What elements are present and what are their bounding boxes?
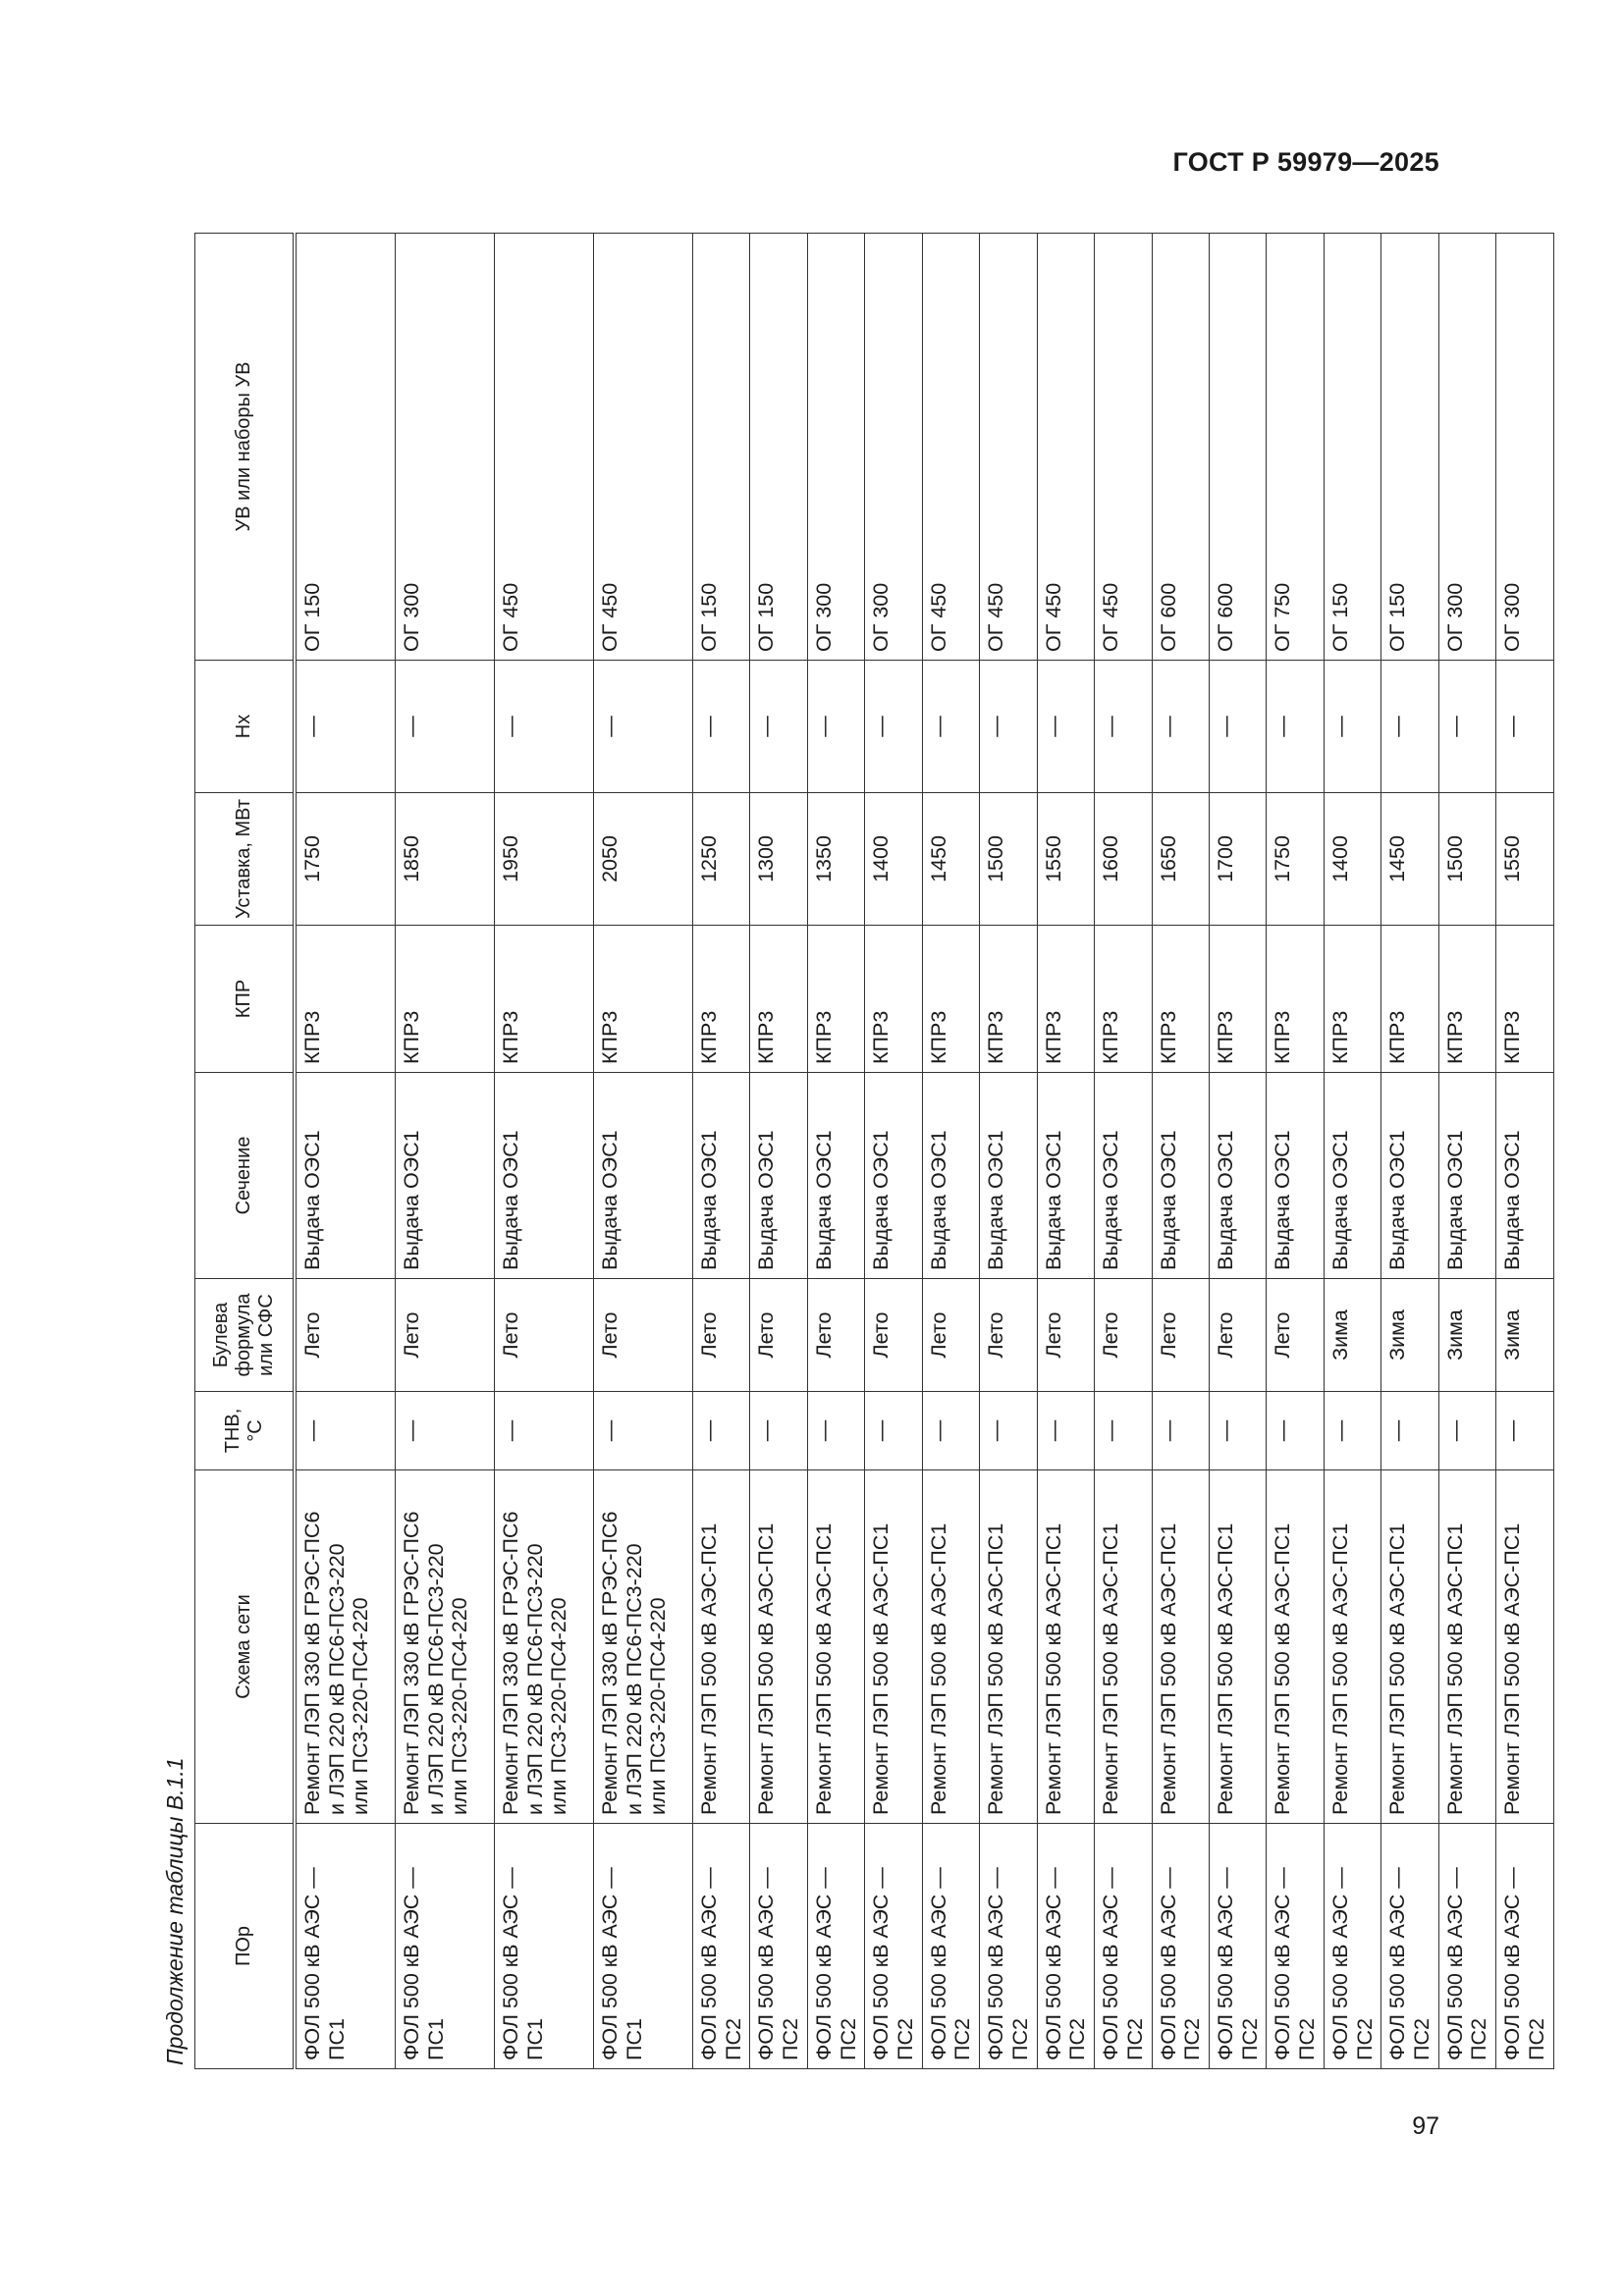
cell-por: ФОЛ 500 кВ АЭС — ПС1 [495,1824,594,2069]
table-row [1381,234,1438,2069]
cell-setpoint: 1250 [693,793,750,926]
cell-por: ФОЛ 500 кВ АЭС — ПС2 [1209,1824,1266,2069]
table-row [295,234,396,2069]
cell-tnv: — [980,1392,1037,1470]
cell-section: Выдача ОЭС1 [922,1073,979,1279]
cell-nx: — [1037,661,1094,793]
page-number: 97 [1412,2112,1439,2140]
cell-kpr: КПР3 [1152,926,1209,1073]
cell-scheme: Ремонт ЛЭП 500 кВ АЭС-ПС1 [1438,1470,1495,1824]
cell-formula: Лето [807,1279,864,1392]
table-row [495,234,594,2069]
document-header: ГОСТ Р 59979—2025 [1172,147,1439,177]
cell-uv: ОГ 450 [1037,234,1094,661]
table-row [1267,234,1324,2069]
cell-nx: — [1095,661,1152,793]
cell-por: ФОЛ 500 кВ АЭС — ПС2 [1496,1824,1553,2069]
cell-tnv: — [1267,1392,1324,1470]
cell-uv: ОГ 450 [594,234,693,661]
cell-uv: ОГ 450 [495,234,594,661]
cell-formula: Лето [980,1279,1037,1392]
cell-uv: ОГ 300 [807,234,864,661]
cell-kpr: КПР3 [1381,926,1438,1073]
cell-tnv: — [922,1392,979,1470]
cell-tnv: — [750,1392,807,1470]
cell-scheme: Ремонт ЛЭП 500 кВ АЭС-ПС1 [750,1470,807,1824]
cell-kpr: КПР3 [495,926,594,1073]
cell-uv: ОГ 600 [1152,234,1209,661]
cell-setpoint: 1950 [495,793,594,926]
cell-setpoint: 1450 [922,793,979,926]
cell-kpr: КПР3 [693,926,750,1073]
cell-section: Выдача ОЭС1 [693,1073,750,1279]
cell-setpoint: 2050 [594,793,693,926]
cell-kpr: КПР3 [750,926,807,1073]
header-col-formula: Булева формула или СФС [195,1279,296,1392]
cell-uv: ОГ 300 [1496,234,1553,661]
cell-nx: — [1267,661,1324,793]
cell-por: ФОЛ 500 кВ АЭС — ПС2 [865,1824,922,2069]
cell-tnv: — [495,1392,594,1470]
cell-tnv: — [1438,1392,1495,1470]
cell-tnv: — [396,1392,495,1470]
cell-scheme: Ремонт ЛЭП 500 кВ АЭС-ПС1 [807,1470,864,1824]
cell-por: ФОЛ 500 кВ АЭС — ПС2 [1324,1824,1380,2069]
cell-uv: ОГ 750 [1267,234,1324,661]
cell-nx: — [807,661,864,793]
cell-formula: Лето [1209,1279,1266,1392]
cell-setpoint: 1850 [396,793,495,926]
cell-kpr: КПР3 [396,926,495,1073]
cell-scheme: Ремонт ЛЭП 500 кВ АЭС-ПС1 [1324,1470,1380,1824]
cell-nx: — [1209,661,1266,793]
cell-nx: — [750,661,807,793]
cell-setpoint: 1750 [295,793,396,926]
table-row [1037,234,1094,2069]
cell-por: ФОЛ 500 кВ АЭС — ПС1 [396,1824,495,2069]
cell-formula: Лето [1037,1279,1094,1392]
cell-kpr: КПР3 [594,926,693,1073]
cell-scheme: Ремонт ЛЭП 500 кВ АЭС-ПС1 [1095,1470,1152,1824]
cell-scheme: Ремонт ЛЭП 330 кВ ГРЭС-ПС6 и ЛЭП 220 кВ ПС6-ПС3-220 или ПС3-220-ПС4-220 [495,1470,594,1824]
cell-section: Выдача ОЭС1 [495,1073,594,1279]
cell-formula: Лето [396,1279,495,1392]
table-row [865,234,922,2069]
cell-formula: Зима [1381,1279,1438,1392]
cell-tnv: — [1496,1392,1553,1470]
cell-tnv: — [1381,1392,1438,1470]
cell-section: Выдача ОЭС1 [1267,1073,1324,1279]
cell-kpr: КПР3 [980,926,1037,1073]
cell-nx: — [1152,661,1209,793]
header-col-scheme: Схема сети [195,1470,296,1824]
cell-tnv: — [1152,1392,1209,1470]
cell-formula: Зима [1496,1279,1553,1392]
cell-scheme: Ремонт ЛЭП 500 кВ АЭС-ПС1 [1037,1470,1094,1824]
cell-tnv: — [693,1392,750,1470]
header-col-nx: Нх [195,661,296,793]
cell-setpoint: 1550 [1037,793,1094,926]
cell-kpr: КПР3 [1037,926,1094,1073]
cell-formula: Лето [1152,1279,1209,1392]
cell-uv: ОГ 300 [865,234,922,661]
cell-por: ФОЛ 500 кВ АЭС — ПС1 [594,1824,693,2069]
cell-setpoint: 1500 [1438,793,1495,926]
table-row [922,234,979,2069]
data-table [194,233,1554,2069]
cell-section: Выдача ОЭС1 [980,1073,1037,1279]
table-row [396,234,495,2069]
cell-section: Выдача ОЭС1 [1152,1073,1209,1279]
cell-kpr: КПР3 [295,926,396,1073]
cell-kpr: КПР3 [1438,926,1495,1073]
cell-nx: — [1438,661,1495,793]
cell-kpr: КПР3 [807,926,864,1073]
cell-setpoint: 1550 [1496,793,1553,926]
cell-uv: ОГ 150 [1324,234,1380,661]
cell-scheme: Ремонт ЛЭП 330 кВ ГРЭС-ПС6 и ЛЭП 220 кВ ПС6-ПС3-220 или ПС3-220-ПС4-220 [295,1470,396,1824]
table-row [1438,234,1495,2069]
cell-formula: Лето [922,1279,979,1392]
cell-setpoint: 1450 [1381,793,1438,926]
cell-scheme: Ремонт ЛЭП 500 кВ АЭС-ПС1 [1496,1470,1553,1824]
cell-section: Выдача ОЭС1 [1037,1073,1094,1279]
cell-formula: Лето [495,1279,594,1392]
cell-section: Выдача ОЭС1 [1381,1073,1438,1279]
cell-nx: — [594,661,693,793]
header-col-kpr: КПР [195,926,296,1073]
cell-kpr: КПР3 [1095,926,1152,1073]
cell-setpoint: 1400 [865,793,922,926]
cell-section: Выдача ОЭС1 [807,1073,864,1279]
table-row [1324,234,1380,2069]
cell-formula: Лето [594,1279,693,1392]
cell-por: ФОЛ 500 кВ АЭС — ПС2 [1381,1824,1438,2069]
table-body [295,234,1553,2069]
cell-uv: ОГ 150 [750,234,807,661]
table-row [594,234,693,2069]
cell-scheme: Ремонт ЛЭП 500 кВ АЭС-ПС1 [922,1470,979,1824]
cell-scheme: Ремонт ЛЭП 500 кВ АЭС-ПС1 [1209,1470,1266,1824]
cell-scheme: Ремонт ЛЭП 330 кВ ГРЭС-ПС6 и ЛЭП 220 кВ ПС6-ПС3-220 или ПС3-220-ПС4-220 [594,1470,693,1824]
cell-setpoint: 1350 [807,793,864,926]
table-row [750,234,807,2069]
cell-section: Выдача ОЭС1 [1324,1073,1380,1279]
cell-setpoint: 1300 [750,793,807,926]
cell-formula: Лето [693,1279,750,1392]
header-col-uv: УВ или наборы УВ [195,234,296,661]
cell-scheme: Ремонт ЛЭП 500 кВ АЭС-ПС1 [865,1470,922,1824]
cell-kpr: КПР3 [1324,926,1380,1073]
header-col-por: ПОр [195,1824,296,2069]
cell-setpoint: 1400 [1324,793,1380,926]
cell-uv: ОГ 600 [1209,234,1266,661]
table-row [1152,234,1209,2069]
table-row [1209,234,1266,2069]
table-row [980,234,1037,2069]
cell-nx: — [1496,661,1553,793]
cell-por: ФОЛ 500 кВ АЭС — ПС2 [1267,1824,1324,2069]
cell-section: Выдача ОЭС1 [1209,1073,1266,1279]
header-row [195,234,296,2069]
cell-formula: Лето [1095,1279,1152,1392]
cell-scheme: Ремонт ЛЭП 500 кВ АЭС-ПС1 [1152,1470,1209,1824]
cell-setpoint: 1650 [1152,793,1209,926]
rotated-table-container [155,234,1548,2069]
cell-scheme: Ремонт ЛЭП 330 кВ ГРЭС-ПС6 и ЛЭП 220 кВ ПС6-ПС3-220 или ПС3-220-ПС4-220 [396,1470,495,1824]
cell-nx: — [1381,661,1438,793]
table-row [1095,234,1152,2069]
cell-uv: ОГ 450 [1095,234,1152,661]
cell-kpr: КПР3 [1267,926,1324,1073]
cell-por: ФОЛ 500 кВ АЭС — ПС2 [1037,1824,1094,2069]
cell-setpoint: 1600 [1095,793,1152,926]
cell-tnv: — [594,1392,693,1470]
cell-uv: ОГ 150 [693,234,750,661]
cell-section: Выдача ОЭС1 [295,1073,396,1279]
cell-section: Выдача ОЭС1 [750,1073,807,1279]
cell-formula: Лето [865,1279,922,1392]
header-col-tnv: ТНВ, °С [195,1392,296,1470]
table-row [807,234,864,2069]
cell-uv: ОГ 300 [1438,234,1495,661]
cell-uv: ОГ 450 [922,234,979,661]
cell-por: ФОЛ 500 кВ АЭС — ПС2 [1095,1824,1152,2069]
cell-por: ФОЛ 500 кВ АЭС — ПС2 [693,1824,750,2069]
cell-section: Выдача ОЭС1 [1496,1073,1553,1279]
cell-scheme: Ремонт ЛЭП 500 кВ АЭС-ПС1 [980,1470,1037,1824]
cell-formula: Лето [295,1279,396,1392]
cell-tnv: — [1037,1392,1094,1470]
cell-nx: — [295,661,396,793]
cell-setpoint: 1500 [980,793,1037,926]
cell-section: Выдача ОЭС1 [1438,1073,1495,1279]
cell-uv: ОГ 150 [295,234,396,661]
cell-scheme: Ремонт ЛЭП 500 кВ АЭС-ПС1 [693,1470,750,1824]
cell-section: Выдача ОЭС1 [396,1073,495,1279]
cell-por: ФОЛ 500 кВ АЭС — ПС2 [807,1824,864,2069]
cell-kpr: КПР3 [865,926,922,1073]
cell-section: Выдача ОЭС1 [865,1073,922,1279]
cell-section: Выдача ОЭС1 [1095,1073,1152,1279]
cell-scheme: Ремонт ЛЭП 500 кВ АЭС-ПС1 [1267,1470,1324,1824]
cell-setpoint: 1750 [1267,793,1324,926]
cell-nx: — [1324,661,1380,793]
cell-tnv: — [807,1392,864,1470]
table-row [693,234,750,2069]
cell-nx: — [693,661,750,793]
cell-uv: ОГ 450 [980,234,1037,661]
cell-por: ФОЛ 500 кВ АЭС — ПС2 [1438,1824,1495,2069]
table-caption: Продолжение таблицы В.1.1 [162,1757,188,2065]
cell-uv: ОГ 300 [396,234,495,661]
cell-formula: Зима [1438,1279,1495,1392]
cell-tnv: — [295,1392,396,1470]
cell-formula: Зима [1324,1279,1380,1392]
cell-uv: ОГ 150 [1381,234,1438,661]
cell-por: ФОЛ 500 кВ АЭС — ПС2 [980,1824,1037,2069]
cell-nx: — [922,661,979,793]
cell-section: Выдача ОЭС1 [594,1073,693,1279]
cell-nx: — [980,661,1037,793]
header-col-section: Сечение [195,1073,296,1279]
cell-formula: Лето [1267,1279,1324,1392]
cell-kpr: КПР3 [922,926,979,1073]
cell-tnv: — [1324,1392,1380,1470]
cell-kpr: КПР3 [1496,926,1553,1073]
cell-por: ФОЛ 500 кВ АЭС — ПС2 [750,1824,807,2069]
header-col-setpoint: Уставка, МВт [195,793,296,926]
cell-setpoint: 1700 [1209,793,1266,926]
cell-tnv: — [865,1392,922,1470]
cell-nx: — [495,661,594,793]
cell-tnv: — [1095,1392,1152,1470]
cell-por: ФОЛ 500 кВ АЭС — ПС2 [1152,1824,1209,2069]
cell-nx: — [396,661,495,793]
table-header [195,234,296,2069]
cell-nx: — [865,661,922,793]
cell-scheme: Ремонт ЛЭП 500 кВ АЭС-ПС1 [1381,1470,1438,1824]
cell-kpr: КПР3 [1209,926,1266,1073]
cell-por: ФОЛ 500 кВ АЭС — ПС1 [295,1824,396,2069]
cell-tnv: — [1209,1392,1266,1470]
cell-formula: Лето [750,1279,807,1392]
table-row [1496,234,1553,2069]
cell-por: ФОЛ 500 кВ АЭС — ПС2 [922,1824,979,2069]
